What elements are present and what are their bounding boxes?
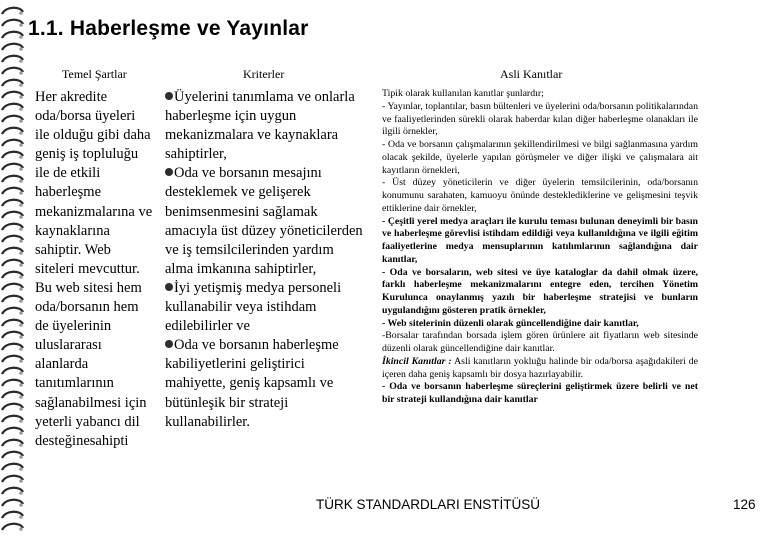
spiral-hole (19, 275, 23, 279)
spiral-hole (19, 407, 23, 411)
spiral-hole (19, 203, 23, 207)
spiral-hole (19, 335, 23, 339)
evidence-intro: Tipik olarak kullanılan kanıtlar şunlardır; (382, 88, 544, 99)
spiral-hole (19, 131, 23, 135)
evidence-item: - Oda ve borsaların, web sitesi ve üye kataloglar da dahil olmak üzere, farklı haberleşme mekanizmalarını entegre eden, tercihen Yönetim Kurulunca onaylanmış yazılı bir haberleşme stratejisi ve bunların uygulandığını gösteren pratik örnekler, (382, 266, 698, 316)
secondary-evidence (382, 356, 698, 382)
spiral-hole (19, 119, 23, 123)
page-title: 1.1. Haberleşme ve Yayınlar (28, 17, 309, 40)
spiral-hole (19, 263, 23, 267)
spiral-binding (0, 0, 26, 540)
criteria-item: Oda ve borsanın haberleşme kabiliyetlerini geliştirici mahiyette, geniş kapsamlı ve bütünleşik bir strateji kullanabilirler. (165, 336, 363, 431)
criteria-item: İyi yetişmiş medya personeli kullanabilir veya istihdam edilebilirler ve (165, 279, 363, 336)
column-header-asli-kanitlar: Asli Kanıtlar (500, 67, 563, 81)
spiral-hole (19, 371, 23, 375)
spiral-hole (19, 467, 23, 471)
secondary-evidence-text: Asli kanıtların yokluğu halinde bir oda/borsa aşağıdakileri de içeren daha geniş kapsamlı bir dosya hazırlayabilir. (382, 355, 698, 380)
spiral-hole (19, 503, 23, 507)
spiral-hole (19, 143, 23, 147)
spiral-hole (19, 455, 23, 459)
criteria-item: Oda ve borsanın mesajını desteklemek ve gelişerek benimsenmesini sağlamak amacıyla üst düzey yöneticilerden ve iş temsilcilerinden yardım alma imkanına sahiptirler, (165, 164, 363, 279)
footer-institution: TÜRK STANDARDLARI ENSTİTÜSÜ (316, 497, 541, 512)
criteria-list (165, 88, 363, 432)
evidence-item: - Oda ve borsanın haberleşme süreçlerini geliştirmek üzere belirli ve net bir strateji kullandığına dair kanıtlar (382, 381, 698, 405)
spiral-hole (19, 491, 23, 495)
spiral-hole (19, 299, 23, 303)
spiral-hole (19, 311, 23, 315)
spiral-hole (19, 527, 23, 531)
spiral-hole (19, 11, 23, 15)
spiral-hole (19, 215, 23, 219)
spiral-hole (19, 227, 23, 231)
spiral-hole (19, 515, 23, 519)
evidence-block (382, 88, 698, 407)
spiral-hole (19, 35, 23, 39)
spiral-hole (19, 419, 23, 423)
page-number: 126 (733, 497, 756, 512)
evidence-item: -Borsalar tarafından borsada işlem gören ürünlere ait fiyatların web sitesinde düzenli olarak güncellendiğine dair kanıtlar. (382, 330, 698, 354)
spiral-hole (19, 383, 23, 387)
column-header-temel-sartlar: Temel Şartlar (62, 67, 127, 81)
evidence-item: - Web sitelerinin düzenli olarak güncellendiğine dair kanıtlar, (382, 317, 639, 329)
spiral-hole (19, 191, 23, 195)
spiral-hole (19, 431, 23, 435)
column-header-kriterler: Kriterler (243, 67, 285, 81)
spiral-hole (19, 323, 23, 327)
basic-requirements-text: Her akredite oda/borsa üyeleri ile olduğu gibi daha geniş iş topluluğu ile de etkili haberleşme mekanizmalarına ve kaynaklarına sahiptir. Web siteleri mevcuttur. Bu web sitesi hem oda/borsanın hem de üyelerinin uluslararası alanlarda tanıtımlarının sağlanabilmesi için yeterli yabancı dil desteğinesahipti (35, 89, 153, 449)
spiral-hole (19, 155, 23, 159)
spiral-hole (19, 71, 23, 75)
spiral-hole (19, 479, 23, 483)
spiral-hole (19, 59, 23, 63)
spiral-hole (19, 179, 23, 183)
secondary-evidence-label: İkincil Kanıtlar : (382, 355, 452, 367)
spiral-hole (19, 83, 23, 87)
spiral-hole (19, 251, 23, 255)
evidence-item: - Yayınlar, toplantılar, basın bültenleri ve üyelerini oda/borsanın politikalarından ve faaliyetlerinden sürekli olarak haberdar kılan diğer haberleşme olanakları ile ilgili örnekler, (382, 100, 698, 138)
spiral-hole (19, 395, 23, 399)
spiral-hole (19, 167, 23, 171)
spiral-hole (19, 359, 23, 363)
evidence-item: - Oda ve borsanın çalışmalarının şekillendirilmesi ve bilgi sağlanmasına yardım olacak şekilde, üyelerle yapılan görüşmeler ve diğer ilişki ve çalışmalara ait kayıtların örnekleri, (382, 139, 698, 176)
spiral-hole (19, 287, 23, 291)
spiral-hole (19, 47, 23, 51)
spiral-hole (19, 239, 23, 243)
evidence-item: - Çeşitli yerel medya araçları ile kurulu teması bulunan deneyimli bir basın ve haberleşme görevlisi istihdam edildiği veya kullanıldığına ve ilgili eğitim faaliyetlerine medya mensuplarının katılımlarının sağlandığına dair kanıtlar, (382, 215, 698, 265)
evidence-item: - Üst düzey yöneticilerin ve diğer üyelerin temsilcilerinin, oda/borsanın konumunu sarahaten, kamuoyu önünde desteklediklerine ve gelişmesini teşvik ettiklerine dair örnekler, (382, 177, 698, 214)
spiral-hole (19, 23, 23, 27)
spiral-hole (19, 443, 23, 447)
spiral-hole (19, 107, 23, 111)
criteria-item: Üyelerini tanımlama ve onlarla haberleşme için uygun mekanizmalara ve kaynaklara sahiptirler, (165, 88, 363, 164)
spiral-hole (19, 95, 23, 99)
spiral-hole (19, 347, 23, 351)
